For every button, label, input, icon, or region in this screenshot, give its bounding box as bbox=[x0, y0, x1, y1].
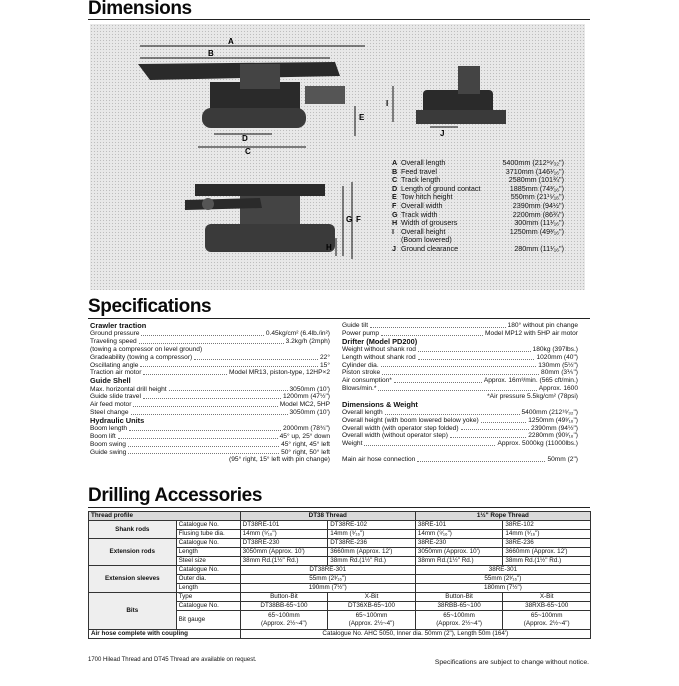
dim-label: Width of grousers bbox=[401, 218, 458, 228]
dim-label: Overall height bbox=[401, 226, 446, 236]
cell: 38RE-230 bbox=[415, 539, 503, 548]
row-label: Flusing tube dia. bbox=[176, 530, 240, 539]
spec-label: Blows/min.* bbox=[342, 384, 377, 392]
dot-leader bbox=[118, 433, 278, 439]
cell: DT38BB-65~100 bbox=[240, 602, 328, 611]
spec-label: Power pump bbox=[342, 329, 380, 337]
cell: DT38RE-230 bbox=[240, 539, 328, 548]
spec-heading: Guide Shell bbox=[90, 376, 131, 386]
dot-leader bbox=[169, 386, 288, 392]
spec-value: Approx. 16m³/min. (565 cft/min.) bbox=[483, 377, 578, 385]
table-row bbox=[89, 593, 591, 602]
cell: 14mm (⁹⁄₁₆") bbox=[415, 530, 503, 539]
spec-value: 15° bbox=[320, 361, 330, 369]
spec-label: Traction air motor bbox=[90, 369, 142, 377]
accessories-title: Drilling Accessories bbox=[88, 485, 262, 506]
spec-row bbox=[90, 425, 330, 433]
top-view-machine bbox=[185, 184, 335, 252]
row-label: Catalogue No. bbox=[176, 521, 240, 530]
spec-value: Approx. 1600 bbox=[538, 384, 578, 392]
dim-label: Ground clearance bbox=[401, 243, 459, 253]
rope-thread-header: 1½" Rope Thread bbox=[415, 512, 590, 521]
spec-label: Max. horizontal drill height bbox=[90, 385, 167, 393]
cell: 3050mm (Approx. 10') bbox=[240, 548, 328, 557]
dim-label: Feed travel bbox=[401, 166, 437, 176]
spec-value: 50° right, 50° left bbox=[281, 448, 330, 456]
spec-row bbox=[90, 393, 330, 401]
cell: 190mm (7½") bbox=[240, 584, 415, 593]
row-label: Catalogue No. bbox=[176, 539, 240, 548]
dim-label: Tow hitch height bbox=[401, 192, 453, 202]
row-label: Bit gauge bbox=[176, 611, 240, 630]
spec-heading: Crawler traction bbox=[90, 321, 147, 330]
label-b: B bbox=[208, 49, 214, 58]
dimensions-rule bbox=[88, 19, 590, 20]
dim-key: G bbox=[392, 209, 398, 219]
cell bbox=[503, 611, 591, 630]
dim-key: F bbox=[392, 200, 397, 210]
label-j: J bbox=[440, 129, 445, 138]
cell: 3050mm (Approx. 10') bbox=[415, 548, 503, 557]
spec-note: (95° right, 15° left with pin change) bbox=[229, 456, 330, 464]
spec-gap bbox=[342, 448, 578, 456]
cell bbox=[415, 611, 503, 630]
specifications-rule bbox=[88, 318, 590, 319]
footnote-right: Specifications are subject to change without notice. bbox=[434, 659, 589, 666]
spec-label: Overall width (without operator step) bbox=[342, 432, 448, 440]
specifications-title: Specifications bbox=[88, 296, 212, 317]
cell: 38RXB-65~100 bbox=[503, 602, 591, 611]
dot-leader bbox=[461, 425, 529, 431]
dimension-row bbox=[392, 245, 564, 254]
dim-value: 300mm (11¹⁄₁₆") bbox=[514, 218, 564, 228]
spec-label: Main air hose connection bbox=[342, 455, 416, 463]
spec-label: Gradeability (towing a compressor) bbox=[90, 353, 193, 361]
dim-label: Track length bbox=[401, 175, 441, 185]
dim-value: 1885mm (74³⁄₁₆") bbox=[509, 183, 564, 193]
cell: 55mm (2³⁄₁₆") bbox=[240, 575, 415, 584]
label-c: C bbox=[245, 147, 251, 156]
spec-row bbox=[90, 362, 330, 370]
spec-label: Boom length bbox=[90, 425, 128, 433]
dot-leader bbox=[417, 456, 545, 462]
spec-heading: Drifter (Model PD200) bbox=[342, 336, 418, 346]
dim-value: 3710mm (146¹⁄₁₆") bbox=[505, 166, 564, 176]
spec-label: Length without shank rod bbox=[342, 353, 416, 361]
side-view-machine bbox=[138, 62, 345, 128]
spec-label: Guide slide travel bbox=[90, 393, 141, 401]
dim-label: Overall length bbox=[401, 158, 446, 167]
dim-key: I bbox=[392, 226, 394, 236]
bit-gauge-in: (Approx. 2½~4") bbox=[261, 620, 307, 627]
spec-value: Approx. 5000kg (11000lbs.) bbox=[497, 440, 578, 448]
bit-gauge-in: (Approx. 2½~4") bbox=[523, 620, 570, 627]
spec-value: 1020mm (40") bbox=[536, 353, 578, 361]
spec-value: 22° bbox=[320, 353, 330, 361]
spec-row bbox=[342, 432, 578, 440]
dim-key: D bbox=[392, 183, 398, 193]
cell: 38RE-236 bbox=[503, 539, 591, 548]
group-bits: Bits bbox=[89, 593, 177, 630]
dot-leader bbox=[141, 330, 263, 336]
cell: X-Bit bbox=[503, 593, 591, 602]
dot-leader bbox=[128, 441, 279, 447]
spec-row bbox=[342, 362, 578, 370]
table-row bbox=[89, 539, 591, 548]
dimensions-list bbox=[392, 159, 564, 254]
row-label: Steel size bbox=[176, 557, 240, 566]
spec-row bbox=[342, 409, 578, 417]
spec-value: 45° up, 25° down bbox=[279, 432, 330, 440]
dot-leader bbox=[382, 369, 539, 375]
dim-label: Track width bbox=[401, 209, 438, 219]
dot-leader bbox=[143, 393, 281, 399]
spec-label: Overall length bbox=[342, 408, 383, 416]
dim-value: 280mm (11¹⁄₁₆") bbox=[514, 243, 564, 253]
cell: 14mm (⁹⁄₁₆") bbox=[328, 530, 416, 539]
bit-gauge-mm: 65~100mm bbox=[530, 612, 563, 620]
dot-leader bbox=[370, 322, 506, 328]
cell: Button-Bit bbox=[415, 593, 503, 602]
cell bbox=[328, 611, 416, 630]
spec-label: Steel change bbox=[90, 408, 129, 416]
cell: DT38RE-301 bbox=[240, 566, 415, 575]
spec-row bbox=[90, 433, 330, 441]
cell: 38mm Rd.(1½" Rd.) bbox=[415, 557, 503, 566]
dim-key: E bbox=[392, 192, 397, 202]
spec-value: 1200mm (47½") bbox=[282, 393, 330, 401]
cell: DT38RE-101 bbox=[240, 521, 328, 530]
cell: 38mm Rd.(1½" Rd.) bbox=[240, 557, 328, 566]
specifications-right-column bbox=[342, 322, 578, 464]
spec-row bbox=[90, 401, 330, 409]
row-label: Length bbox=[176, 548, 240, 557]
spec-value: 3.2kg/h (2mph) bbox=[285, 338, 330, 346]
cell: 38RE-102 bbox=[503, 521, 591, 530]
spec-row bbox=[342, 440, 578, 448]
spec-row bbox=[90, 330, 330, 338]
spec-label: Air feed motor bbox=[90, 401, 132, 409]
dim-value: 2580mm (101¾") bbox=[508, 175, 564, 185]
spec-value: Model MR13, piston-type, 12HP×2 bbox=[229, 369, 330, 377]
label-e: E bbox=[359, 113, 365, 122]
spec-value: 2390mm (94½") bbox=[530, 424, 578, 432]
dt38-header: DT38 Thread bbox=[240, 512, 415, 521]
cell: 38RE-301 bbox=[415, 566, 590, 575]
group-extension-sleeves: Extension sleeves bbox=[89, 566, 177, 593]
dot-leader bbox=[129, 425, 281, 431]
dot-leader bbox=[481, 417, 527, 423]
spec-value: 180° without pin change bbox=[507, 322, 578, 329]
spec-label: Traveling speed bbox=[90, 338, 137, 346]
dim-label: (Boom lowered) bbox=[401, 235, 452, 245]
dot-leader bbox=[131, 409, 288, 415]
accessories-rule bbox=[88, 507, 590, 508]
row-label: Length bbox=[176, 584, 240, 593]
dim-key: A bbox=[392, 158, 398, 167]
group-extension-rods: Extension rods bbox=[89, 539, 177, 566]
spec-label: Oscillating angle bbox=[90, 361, 139, 369]
dim-value: 5400mm (212¹⁶⁄₃₂") bbox=[502, 158, 564, 167]
spec-row bbox=[342, 456, 578, 464]
dot-leader bbox=[394, 377, 482, 383]
cell: 3660mm (Approx. 12') bbox=[503, 548, 591, 557]
spec-value: Model MC2, 5HP bbox=[279, 401, 330, 409]
cell: DT38RE-236 bbox=[328, 539, 416, 548]
cell: 3660mm (Approx. 12') bbox=[328, 548, 416, 557]
dot-leader bbox=[385, 409, 520, 415]
spec-value: 180kg (397lbs.) bbox=[532, 346, 578, 353]
table-header-row bbox=[89, 512, 591, 521]
spec-value: 3050mm (10') bbox=[289, 408, 330, 416]
spec-label: Boom lift bbox=[90, 432, 116, 440]
spec-heading: Dimensions & Weight bbox=[342, 399, 418, 409]
cell: 180mm (7½") bbox=[415, 584, 590, 593]
label-g: G bbox=[346, 215, 353, 224]
dot-leader bbox=[133, 401, 277, 407]
dim-key: B bbox=[392, 166, 398, 176]
dot-leader bbox=[381, 362, 537, 368]
spec-value: 130mm (5½") bbox=[538, 361, 578, 369]
bit-gauge-mm: 65~100mm bbox=[443, 612, 475, 620]
spec-label: Weight bbox=[342, 440, 363, 448]
spec-note: (towing a compressor on level ground) bbox=[90, 346, 203, 353]
cell: 38mm Rd.(1½" Rd.) bbox=[328, 557, 416, 566]
label-h: H bbox=[326, 243, 332, 252]
spec-row bbox=[342, 425, 578, 433]
spec-row bbox=[342, 377, 578, 385]
table-row bbox=[89, 630, 591, 639]
spec-note: *Air pressure 5.5kg/cm² (78psi) bbox=[487, 392, 578, 400]
dim-key: H bbox=[392, 218, 398, 228]
dim-key: C bbox=[392, 175, 398, 185]
dot-leader bbox=[378, 385, 536, 391]
spec-row bbox=[90, 338, 330, 346]
dot-leader bbox=[364, 440, 495, 446]
spec-value: 45° right, 45° left bbox=[281, 440, 330, 448]
dot-leader bbox=[194, 354, 318, 360]
spec-row bbox=[90, 354, 330, 362]
spec-value: 0.45kg/cm² (6.4lb./in²) bbox=[265, 330, 330, 338]
cell: 38RBB-65~100 bbox=[415, 602, 503, 611]
spec-label: Guide tilt bbox=[342, 322, 369, 329]
row-label: Catalogue No. bbox=[176, 566, 240, 575]
spec-heading: Hydraulic Units bbox=[90, 415, 145, 425]
spec-label: Air consumption* bbox=[342, 377, 392, 385]
cell: 14mm (⁹⁄₁₆") bbox=[503, 530, 591, 539]
bit-gauge-mm: 65~100mm bbox=[355, 612, 388, 620]
spec-value: 80mm (3⅕") bbox=[541, 369, 578, 377]
label-a: A bbox=[228, 37, 234, 46]
row-label: Outer dia. bbox=[176, 575, 240, 584]
front-view-machine bbox=[416, 66, 506, 124]
dot-leader bbox=[418, 346, 531, 352]
spec-row bbox=[342, 385, 578, 393]
specifications-left-column bbox=[90, 322, 330, 464]
label-f: F bbox=[356, 215, 361, 224]
spec-value: 1250mm (49³⁄₁₆") bbox=[528, 416, 578, 424]
spec-row bbox=[342, 346, 578, 354]
bit-gauge-in: (Approx. 2½~4") bbox=[436, 620, 482, 627]
spec-label: Boom swing bbox=[90, 440, 126, 448]
dim-key: J bbox=[392, 243, 396, 253]
dot-leader bbox=[381, 330, 483, 336]
row-label: Type bbox=[176, 593, 240, 602]
spec-value: 5400mm (212¹⁶⁄₃₂") bbox=[521, 408, 578, 416]
dot-leader bbox=[418, 354, 535, 360]
spec-row bbox=[342, 369, 578, 377]
accessories-table bbox=[88, 511, 591, 639]
thread-profile-header: Thread profile bbox=[89, 512, 241, 521]
dot-leader bbox=[139, 338, 284, 344]
group-shank-rods: Shank rods bbox=[89, 521, 177, 539]
bit-gauge-mm: 65~100mm bbox=[268, 612, 300, 620]
spec-label: Overall width (with operator step folded) bbox=[342, 424, 459, 432]
dot-leader bbox=[450, 432, 526, 438]
spec-value: Model MP12 with 5HP air motor bbox=[485, 329, 578, 337]
spec-row bbox=[342, 322, 578, 330]
footnote-left: 1700 Hilead Thread and DT45 Thread are available on request. bbox=[88, 657, 257, 663]
air-hose-value: Catalogue No. AHC 5050, Inner dia. 50mm (2"), Length 50m (164') bbox=[240, 630, 590, 639]
dot-leader bbox=[140, 362, 318, 368]
spec-row bbox=[342, 354, 578, 362]
spec-row bbox=[90, 441, 330, 449]
spec-value: 3050mm (10') bbox=[289, 385, 330, 393]
spec-label: Cylinder dia. bbox=[342, 361, 379, 369]
cell: DT36XB-65~100 bbox=[328, 602, 416, 611]
label-i: I bbox=[386, 99, 389, 108]
table-row bbox=[89, 521, 591, 530]
spec-label: Weight without shank rod bbox=[342, 346, 416, 353]
dot-leader bbox=[143, 369, 227, 375]
dot-leader bbox=[128, 449, 279, 455]
cell: 55mm (2³⁄₁₆") bbox=[415, 575, 590, 584]
table-row bbox=[89, 566, 591, 575]
spec-row bbox=[342, 417, 578, 425]
spec-label: Ground pressure bbox=[90, 330, 140, 338]
cell: 14mm (⁹⁄₁₆") bbox=[240, 530, 328, 539]
label-d: D bbox=[242, 134, 248, 143]
spec-value: 50mm (2") bbox=[547, 455, 578, 463]
spec-value: 2000mm (78¾") bbox=[282, 425, 330, 433]
cell: X-Bit bbox=[328, 593, 416, 602]
dim-label: Length of ground contact bbox=[401, 183, 481, 193]
bit-gauge-in: (Approx. 2½~4") bbox=[348, 620, 395, 627]
dim-value: 1250mm (49³⁄₁₆") bbox=[509, 226, 564, 236]
spec-label: Overall height (with boom lowered below yoke) bbox=[342, 416, 479, 424]
air-hose-label: Air hose complete with coupling bbox=[89, 630, 241, 639]
spec-value: 2280mm (90³⁄₁₆") bbox=[528, 432, 578, 440]
cell: Button-Bit bbox=[240, 593, 328, 602]
row-label: Catalogue No. bbox=[176, 602, 240, 611]
dim-value: 2200mm (86¾") bbox=[512, 209, 564, 219]
cell: 38mm Rd.(1½" Rd.) bbox=[503, 557, 591, 566]
spec-label: Piston stroke bbox=[342, 369, 381, 377]
cell bbox=[240, 611, 328, 630]
dim-value: 2390mm (94½") bbox=[512, 200, 564, 210]
cell: DT38RE-102 bbox=[328, 521, 416, 530]
spec-label: Guide swing bbox=[90, 448, 127, 456]
cell: 38RE-101 bbox=[415, 521, 503, 530]
dim-value: 550mm (21¹⁵⁄₁₆") bbox=[510, 192, 564, 202]
dim-label: Overall width bbox=[401, 200, 443, 210]
dimensions-title: Dimensions bbox=[88, 0, 192, 19]
